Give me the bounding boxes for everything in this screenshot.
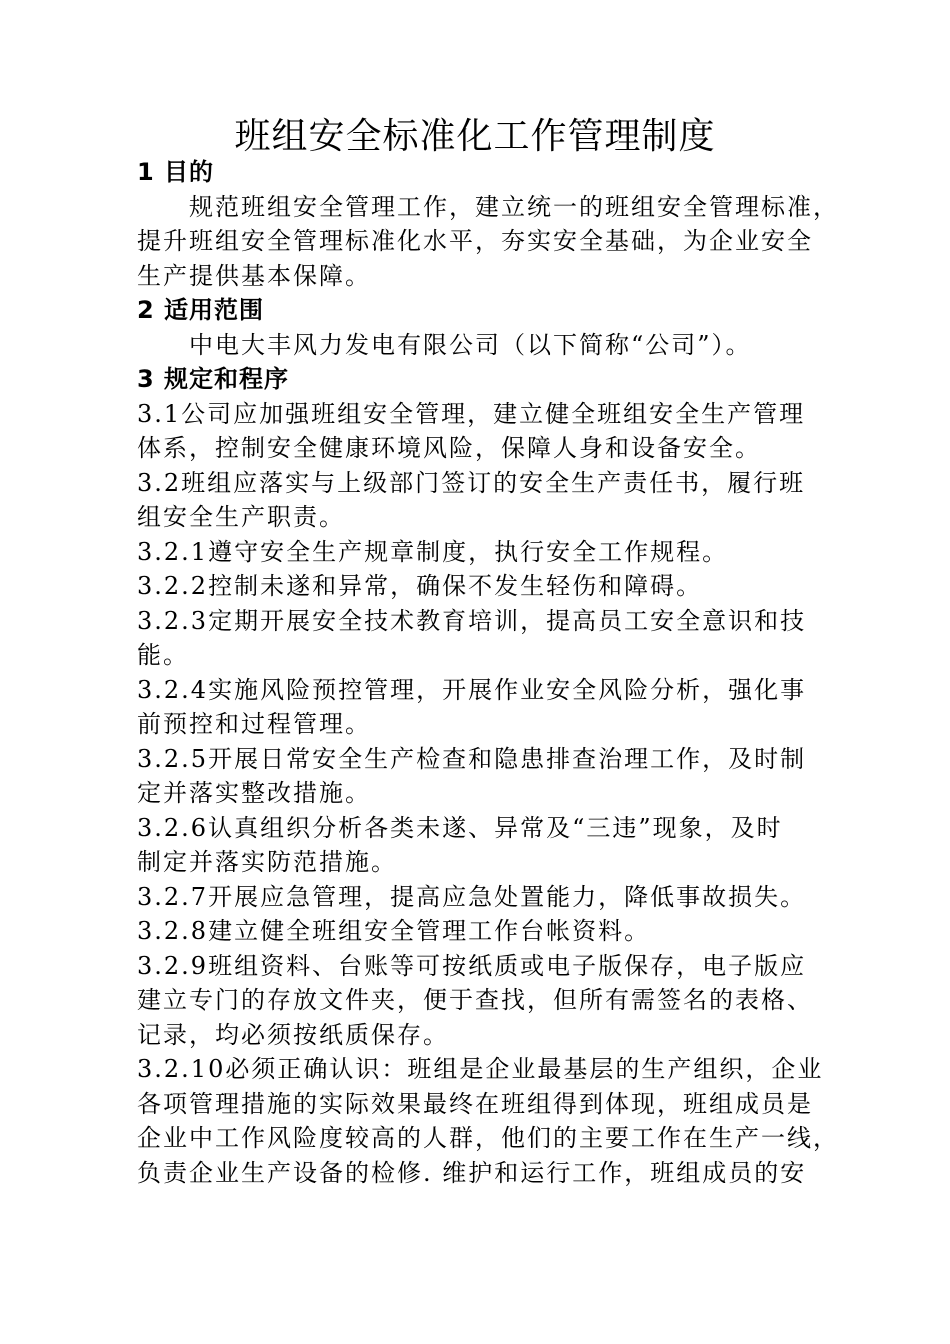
document-body [137,155,839,1190]
paragraph-line: 3.2.3定期开展安全技术教育培训，提高员工安全意识和技 [137,606,807,635]
paragraph-line: 建立专门的存放文件夹，便于查找，但所有需签名的表格、 [137,986,813,1014]
paragraph-line: 体系，控制安全健康环境风险，保障人身和设备安全。 [137,434,761,462]
paragraph-line: 生产提供基本保障。 [137,261,371,290]
paragraph-line: 3.2.8建立健全班组安全管理工作台帐资料。 [137,917,651,945]
paragraph-line: 规范班组安全管理工作，建立统一的班组安全管理标准， [189,192,839,221]
paragraph-line: 3.2.6认真组织分析各类未遂、异常及“三违”现象，及时 [137,813,783,842]
paragraph-line: 3.2.7开展应急管理，提高应急处置能力，降低事故损失。 [137,882,807,911]
paragraph-line: 3.2.1遵守安全生产规章制度，执行安全工作规程。 [137,537,729,566]
paragraph-line: 3.2.2控制未遂和异常，确保不发生轻伤和障碍。 [137,572,703,600]
paragraph-line: 企业中工作风险度较高的人群，他们的主要工作在生产一线， [137,1124,839,1152]
paragraph-line: 记录，均必须按纸质保存。 [137,1020,449,1049]
paragraph-line: 定并落实整改措施。 [137,779,371,807]
paragraph-line: 制定并落实防范措施。 [137,848,397,876]
paragraph-line: 3.2班组应落实与上级部门签订的安全生产责任书，履行班 [137,468,806,497]
section-heading-rules: 3 规定和程序 [137,365,290,393]
paragraph-line: 3.1公司应加强班组安全管理，建立健全班组安全生产管理 [137,399,806,428]
paragraph-line: 前预控和过程管理。 [137,710,371,738]
paragraph-line: 3.2.5开展日常安全生产检查和隐患排查治理工作，及时制 [137,744,807,773]
paragraph-line: 负责企业生产设备的检修. 维护和运行工作，班组成员的安 [137,1158,807,1187]
paragraph-line: 3.2.9班组资料、台账等可按纸质或电子版保存，电子版应 [137,951,807,980]
paragraph-line: 各项管理措施的实际效果最终在班组得到体现，班组成员是 [137,1089,813,1118]
paragraph-line: 3.2.4实施风险预控管理，开展作业安全风险分析，强化事 [137,675,807,704]
paragraph-line: 能。 [137,641,189,669]
paragraph-line: 提升班组安全管理标准化水平，夯实安全基础，为企业安全 [137,227,813,255]
paragraph-line: 3.2.10必须正确认识：班组是企业最基层的生产组织，企业 [137,1055,824,1083]
document-title: 班组安全标准化工作管理制度 [234,116,716,157]
section-heading-scope: 2 适用范围 [137,296,265,324]
section-heading-purpose: 1 目的 [137,158,215,186]
paragraph-line: 组安全生产职责。 [137,503,345,531]
paragraph-line: 中电大丰风力发电有限公司（以下简称“公司”）。 [189,330,752,359]
